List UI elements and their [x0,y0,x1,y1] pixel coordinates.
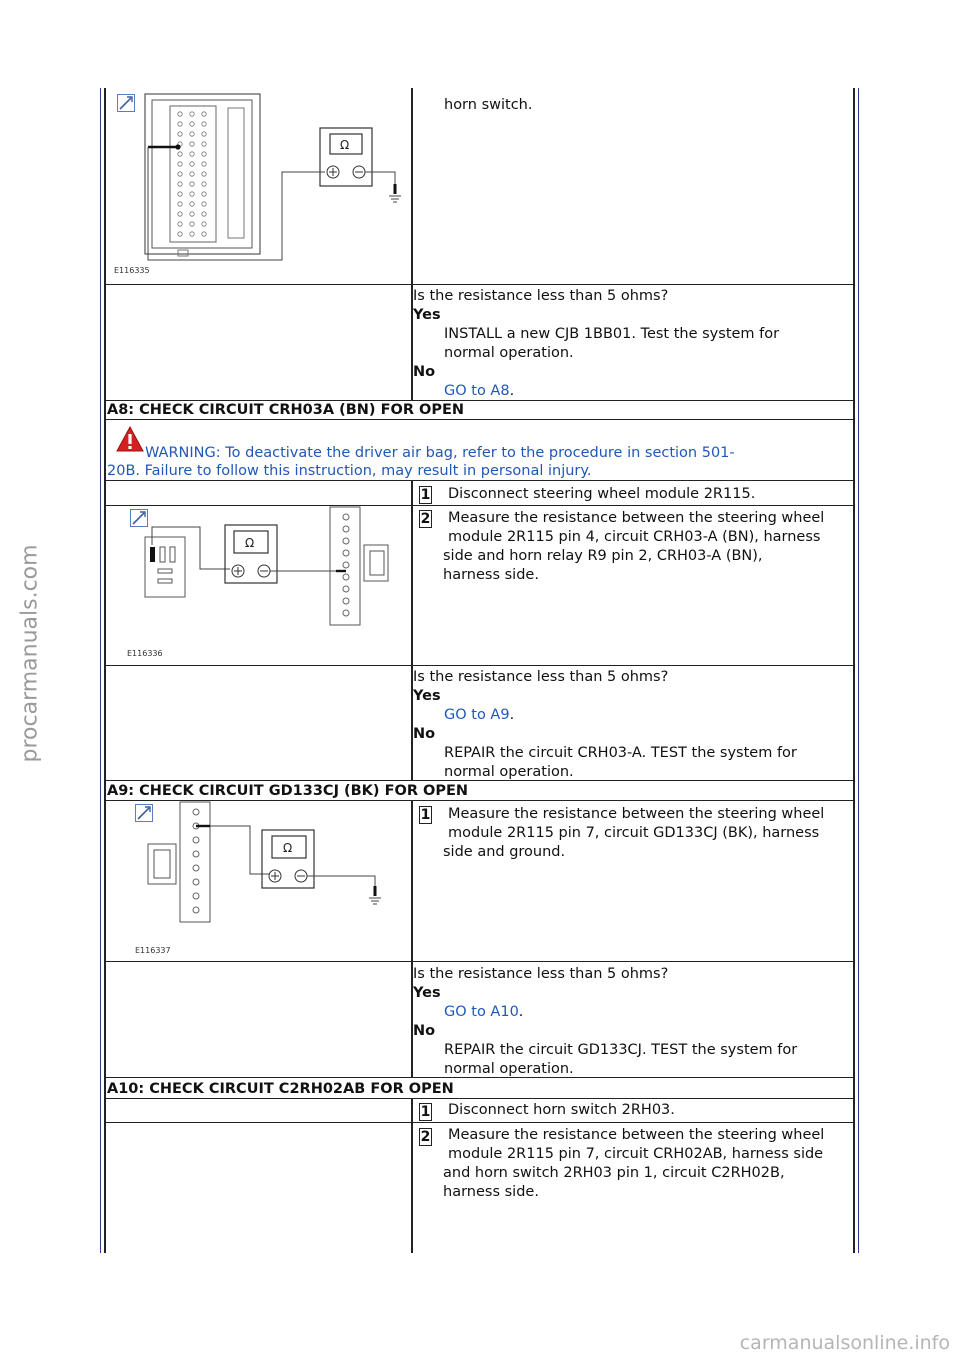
go-to-a8-link[interactable]: GO to A8 [444,383,510,399]
svg-text:Ω: Ω [245,536,255,550]
go-to-a10-link[interactable]: GO to A10 [444,1004,519,1020]
a8-step1-number: 1 [420,487,431,503]
a9-step1-line3: side and ground. [443,844,566,860]
q1-question: Is the resistance less than 5 ohms? [413,288,669,304]
a10-step1-number: 1 [420,1104,431,1120]
side-watermark: procarmanuals.com [17,544,43,763]
horn-switch-text: horn switch. [444,97,533,113]
cjb-connector-diagram [140,92,410,267]
a10-step2-line1: Measure the resistance between the steering wheel [448,1127,825,1143]
a8-yes-suffix: . [509,707,515,723]
a9-no-label: No [413,1023,436,1039]
warning-icon [116,426,144,452]
a8-warning-line1: WARNING: To deactivate the driver air bag, refer to the procedure in section 501- [145,445,735,461]
a8-step1-text: Disconnect steering wheel module 2R115. [448,486,756,502]
a10-step1-left [105,1098,413,1123]
bottom-watermark: carmanualsonline.info [739,1332,950,1354]
a9-yes-label: Yes [413,985,441,1001]
a10-step1-text: Disconnect horn switch 2RH03. [448,1102,675,1118]
a8-no-line2: normal operation. [444,764,574,780]
a8-step2-line1: Measure the resistance between the steering wheel [448,510,825,526]
q1-yes-label: Yes [413,307,441,323]
a10-heading: A10: CHECK CIRCUIT C2RH02AB FOR OPEN [107,1081,454,1097]
a8-step2-line3: side and horn relay R9 pin 2, CRH03-A (BN), [443,548,763,564]
svg-text:Ω: Ω [340,138,350,152]
a8-heading: A8: CHECK CIRCUIT CRH03A (BN) FOR OPEN [107,402,465,418]
q1-no-action [444,382,514,401]
q1-yes-line2: normal operation. [444,345,574,361]
left-margin-rule [100,88,101,1253]
relay-module-diagram [140,505,400,635]
a10-figure-cell [105,1122,413,1253]
a8-question: Is the resistance less than 5 ohms? [413,669,669,685]
a10-step2-line2: module 2R115 pin 7, circuit CRH02AB, harness side [448,1146,824,1162]
svg-text:Ω: Ω [283,841,293,855]
a8-no-label: No [413,726,436,742]
a9-heading: A9: CHECK CIRCUIT GD133CJ (BK) FOR OPEN [107,783,469,799]
a8-warning-line2: 20B. Failure to follow this instruction, may result in personal injury. [107,463,592,479]
a9-yes-suffix: . [518,1004,524,1020]
figure-id-e116336: E116336 [127,649,163,658]
a9-no-line2: normal operation. [444,1061,574,1077]
image-expand-icon[interactable] [117,94,135,112]
a9-step1-line1: Measure the resistance between the steering wheel [448,806,825,822]
q1-no-suffix: . [509,383,515,399]
a9-no-line1: REPAIR the circuit GD133CJ. TEST the system for [444,1042,798,1058]
a8-yes-label: Yes [413,688,441,704]
a9-question: Is the resistance less than 5 ohms? [413,966,669,982]
a8-step2-line4: harness side. [443,567,539,583]
q1-no-label: No [413,364,436,380]
right-margin-rule [858,88,859,1253]
figure-id-e116337: E116337 [135,946,171,955]
text-cell-horn-switch [411,88,855,285]
a8-step2-number: 2 [420,511,431,527]
figure-id-e116335: E116335 [114,266,150,275]
a9-question-left [105,961,413,1078]
a10-step2-number: 2 [420,1129,431,1145]
a8-question-left [105,665,413,781]
steering-module-ground-diagram [140,800,400,940]
go-to-a9-link[interactable]: GO to A9 [444,707,510,723]
a8-no-line1: REPAIR the circuit CRH03-A. TEST the system for [444,745,797,761]
a9-step1-number: 1 [420,807,431,823]
a8-yes-action [444,706,514,725]
q1-yes-line1: INSTALL a new CJB 1BB01. Test the system for [444,326,780,342]
a9-yes-action [444,1003,523,1022]
a10-step2-line3: and horn switch 2RH03 pin 1, circuit C2RH02B, [443,1165,785,1181]
a9-step1-line2: module 2R115 pin 7, circuit GD133CJ (BK), harness [448,825,820,841]
a10-step2-line4: harness side. [443,1184,539,1200]
empty-cell-q1 [105,284,413,401]
a8-step2-line2: module 2R115 pin 4, circuit CRH03-A (BN), harness [448,529,821,545]
a8-step1-left [105,480,413,506]
